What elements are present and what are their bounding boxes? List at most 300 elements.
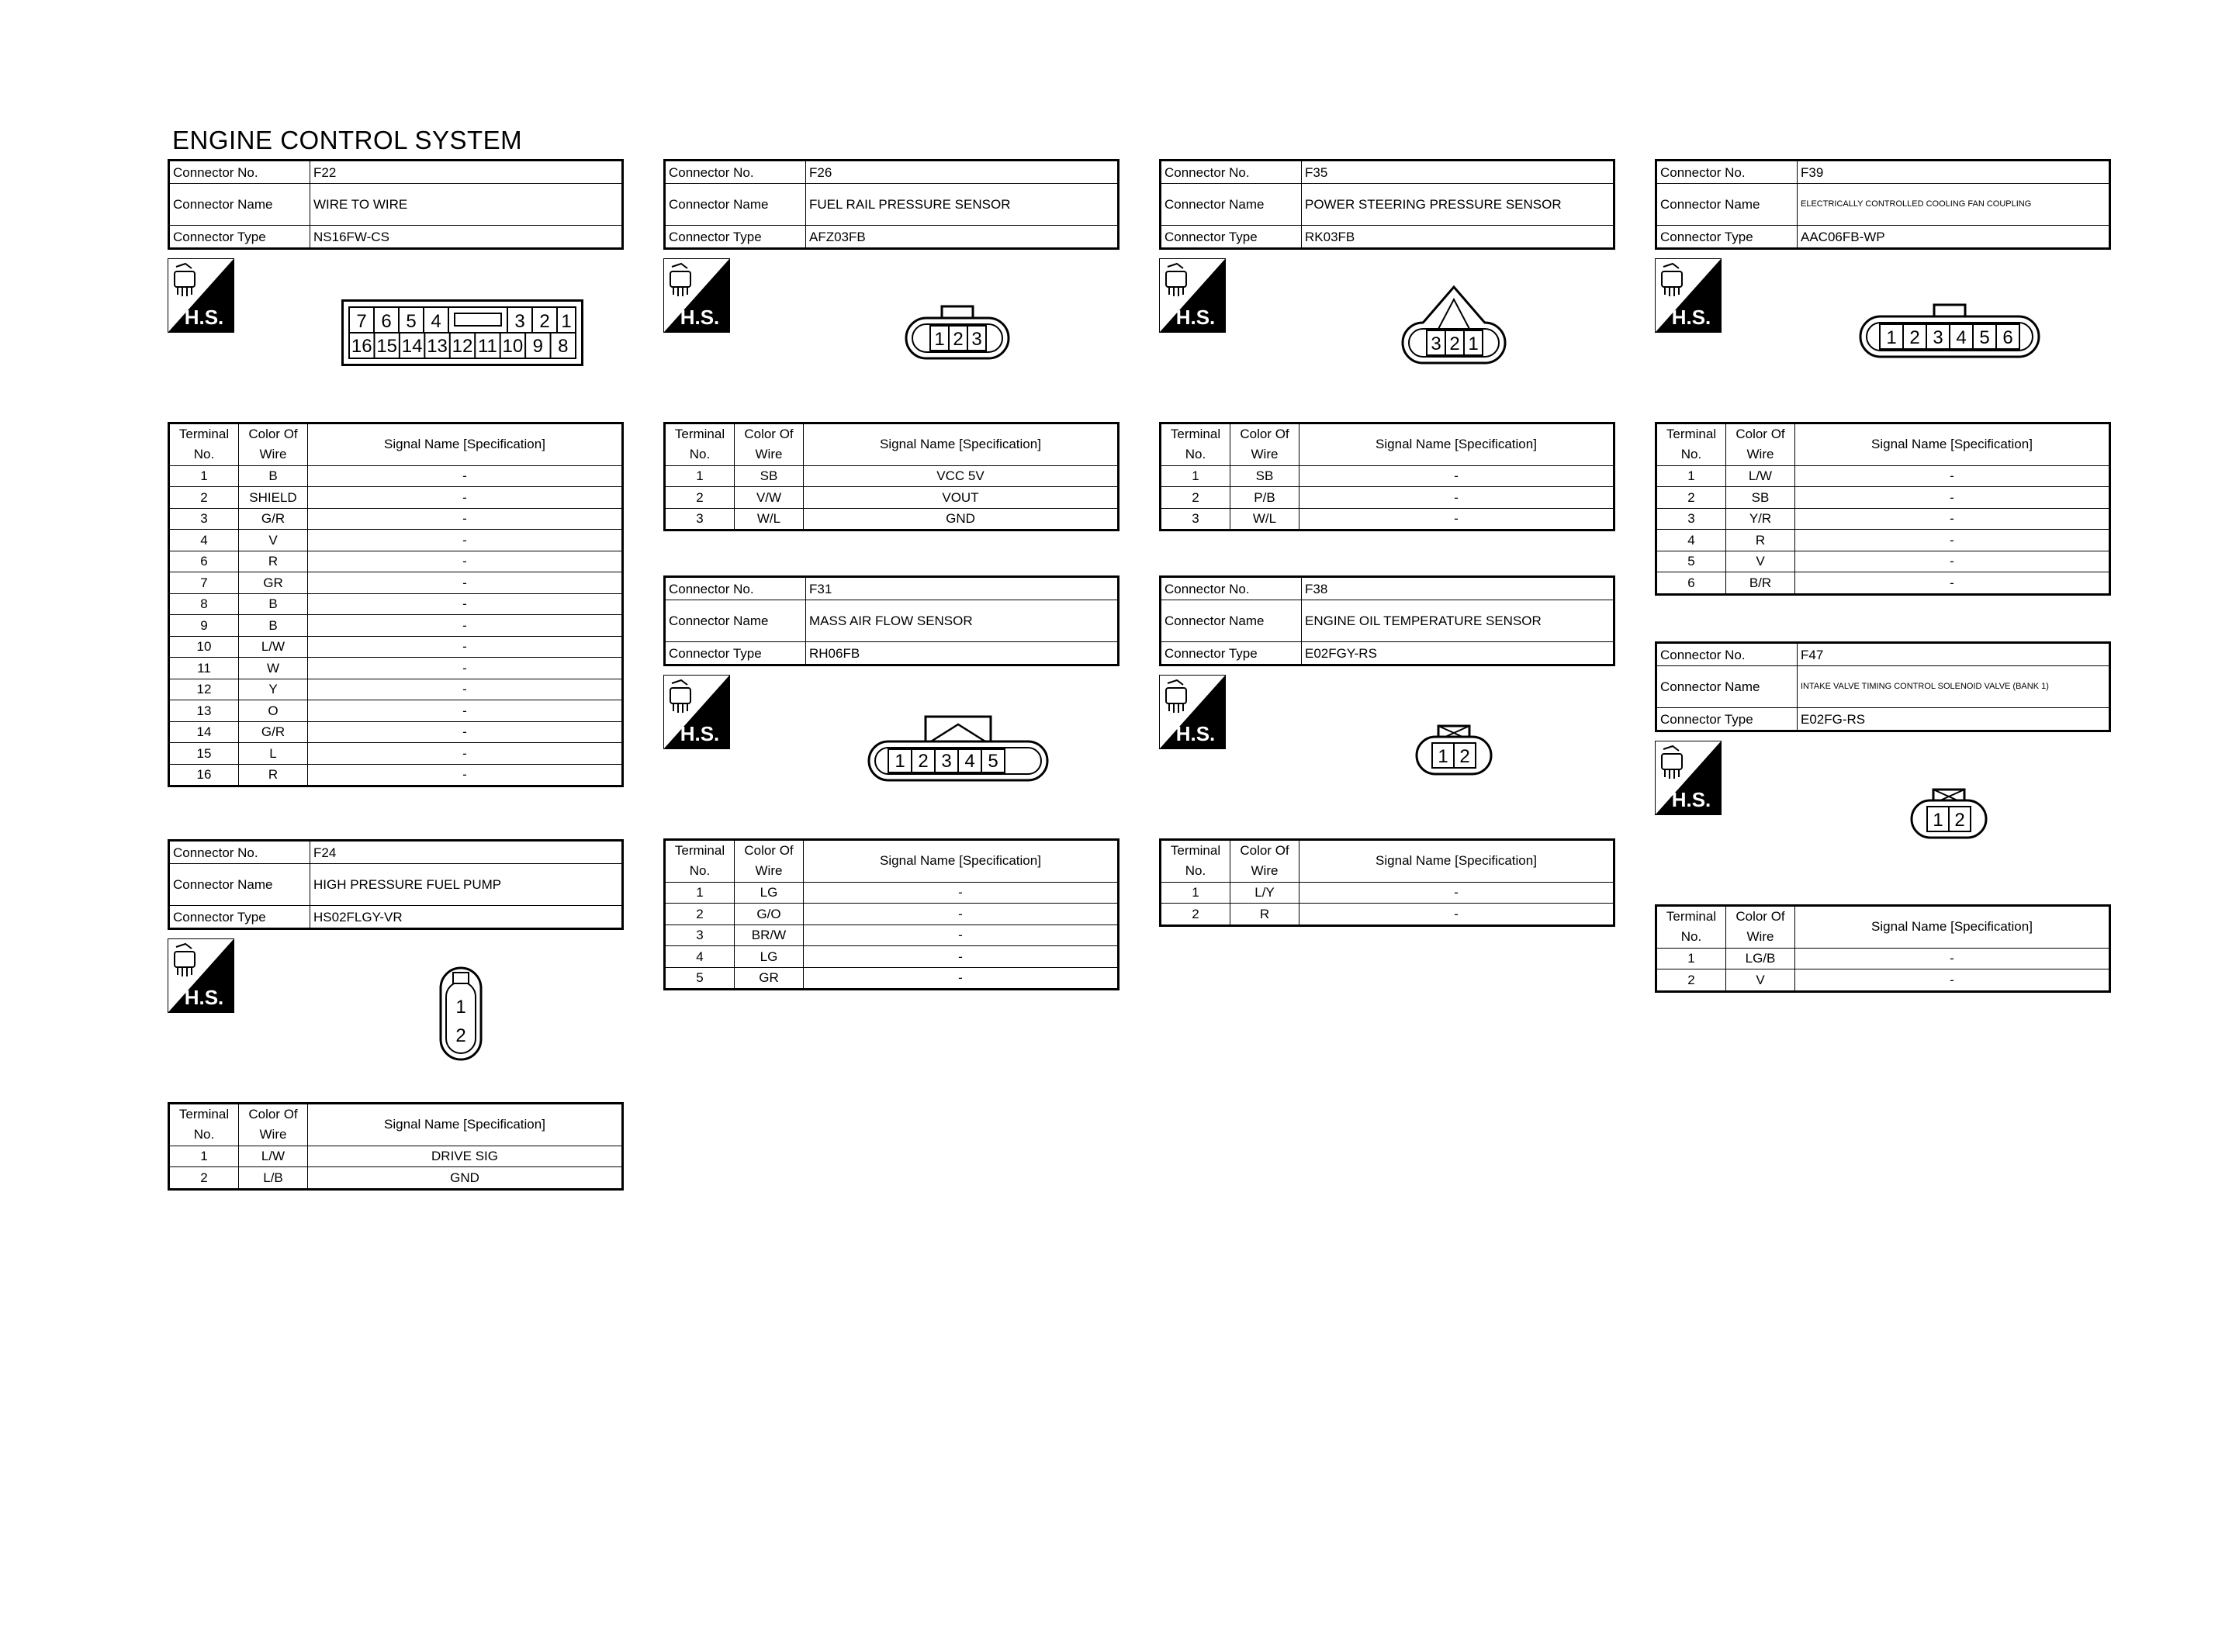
signal-name-cell: - [1795, 465, 2110, 487]
connector-face-f47 [1910, 788, 1988, 841]
f22-pin-14: 14 [401, 336, 423, 357]
hs-badge-svg [1160, 676, 1225, 748]
label-connector-type: Connector Type [1161, 642, 1302, 665]
table-row [1656, 508, 2110, 530]
connector-face-f22 [341, 299, 583, 366]
label-connector-no: Connector No. [169, 161, 310, 184]
table-row [1656, 487, 2110, 509]
wire-color-cell: G/R [239, 508, 308, 530]
f31-pin-2: 2 [918, 751, 929, 772]
label-connector-type: Connector Type [1656, 226, 1798, 249]
label-connector-name: Connector Name [1161, 600, 1302, 642]
f24-pin-1: 1 [455, 997, 466, 1018]
signal-name-cell: - [308, 593, 623, 615]
label-connector-type: Connector Type [1656, 708, 1798, 731]
f31-pin-3: 3 [941, 751, 952, 772]
connector-face-f31 [867, 712, 1049, 783]
table-row [1161, 508, 1614, 531]
f22-pin-6: 6 [381, 311, 392, 332]
signal-name-cell: - [308, 465, 623, 487]
connector-face-f38 [1415, 724, 1493, 777]
hs-harness-side-icon [663, 675, 730, 749]
wire-color-cell: LG [735, 946, 804, 968]
terminal-no-cell: 8 [169, 593, 239, 615]
signal-name-cell: - [1299, 465, 1614, 487]
f47-pin-2: 2 [1954, 810, 1965, 831]
terminal-no-cell: 14 [169, 721, 239, 743]
label-connector-no: Connector No. [1656, 161, 1798, 184]
table-row [665, 465, 1119, 487]
wire-color-cell: L/B [239, 1167, 308, 1190]
th-color-of-wire: Color Of Wire [1230, 423, 1299, 466]
table-row [169, 487, 623, 509]
label-connector-type: Connector Type [665, 226, 806, 249]
label-connector-no: Connector No. [1161, 577, 1302, 600]
signal-name-cell: - [1795, 969, 2110, 992]
connector-name-value: INTAKE VALVE TIMING CONTROL SOLENOID VALVE (BANK 1) [1798, 666, 2110, 708]
f24-face-svg [439, 966, 483, 1061]
th-color-of-wire: Color Of Wire [1230, 840, 1299, 883]
wire-color-cell: Y [239, 679, 308, 700]
connector-info-f22 [168, 159, 624, 250]
wire-color-cell: R [239, 551, 308, 572]
f47-face-svg [1910, 788, 1988, 841]
signal-name-cell: - [1795, 551, 2110, 572]
hs-harness-side-icon [1159, 675, 1226, 749]
connector-type-value: NS16FW-CS [310, 226, 623, 249]
signal-name-cell: - [308, 487, 623, 509]
table-row [1656, 572, 2110, 595]
label-connector-no: Connector No. [1656, 643, 1798, 666]
connector-type-value: AFZ03FB [806, 226, 1119, 249]
terminal-no-cell: 1 [1656, 948, 1726, 969]
label-connector-name: Connector Name [1161, 184, 1302, 226]
terminal-table-f31 [663, 838, 1120, 990]
terminal-no-cell: 2 [169, 487, 239, 509]
connector-type-value: RK03FB [1302, 226, 1614, 249]
f26-pin-2: 2 [953, 329, 964, 350]
f38-face-svg [1415, 724, 1493, 777]
terminal-no-cell: 1 [1656, 465, 1726, 487]
connector-info-f47 [1655, 641, 2111, 732]
signal-name-cell: - [1795, 508, 2110, 530]
terminal-no-cell: 16 [169, 764, 239, 786]
hs-harness-side-icon [168, 258, 234, 333]
terminal-no-cell: 2 [1161, 487, 1230, 509]
connector-info-f35 [1159, 159, 1615, 250]
signal-name-cell: - [804, 924, 1119, 946]
th-color-of-wire: Color Of Wire [239, 1104, 308, 1146]
signal-name-cell: - [308, 572, 623, 594]
wire-color-cell: LG/B [1726, 948, 1795, 969]
th-terminal-no: Terminal No. [665, 840, 735, 883]
th-signal-name: Signal Name [Specification] [1795, 906, 2110, 949]
wire-color-cell: B [239, 615, 308, 637]
signal-name-cell: - [1299, 904, 1614, 926]
connector-info-f26 [663, 159, 1120, 250]
signal-name-cell: - [804, 946, 1119, 968]
hs-label: H.S. [1671, 788, 1711, 811]
connector-name-value: MASS AIR FLOW SENSOR [806, 600, 1119, 642]
table-row [665, 904, 1119, 925]
wire-color-cell: O [239, 700, 308, 722]
f31-pin-5: 5 [988, 751, 998, 772]
connector-name-value: HIGH PRESSURE FUEL PUMP [310, 864, 623, 906]
f22-pin-3: 3 [514, 311, 525, 332]
key-slot [455, 313, 501, 326]
label-connector-type: Connector Type [169, 226, 310, 249]
th-signal-name: Signal Name [Specification] [1795, 423, 2110, 466]
terminal-no-cell: 3 [1161, 508, 1230, 531]
wire-color-cell: B/R [1726, 572, 1795, 595]
connector-type-value: E02FGY-RS [1302, 642, 1614, 665]
table-row [169, 1146, 623, 1167]
hs-label: H.S. [184, 306, 224, 329]
f22-pin-1: 1 [561, 311, 572, 332]
table-row [1656, 948, 2110, 969]
label-connector-name: Connector Name [1656, 666, 1798, 708]
label-connector-no: Connector No. [665, 577, 806, 600]
terminal-no-cell: 2 [1656, 969, 1726, 992]
th-signal-name: Signal Name [Specification] [1299, 840, 1614, 883]
connector-info-f24 [168, 839, 624, 930]
connector-type-value: E02FG-RS [1798, 708, 2110, 731]
terminal-no-cell: 4 [1656, 530, 1726, 551]
connector-name-value: FUEL RAIL PRESSURE SENSOR [806, 184, 1119, 226]
f22-pin-2: 2 [539, 311, 550, 332]
signal-name-cell: DRIVE SIG [308, 1146, 623, 1167]
terminal-no-cell: 3 [1656, 508, 1726, 530]
label-connector-no: Connector No. [665, 161, 806, 184]
wire-color-cell: B [239, 465, 308, 487]
hs-label: H.S. [680, 306, 720, 329]
connector-type-value: HS02FLGY-VR [310, 906, 623, 929]
connector-no-value: F35 [1302, 161, 1614, 184]
signal-name-cell: - [1795, 572, 2110, 595]
wire-color-cell: SHIELD [239, 487, 308, 509]
hs-badge-svg [168, 939, 234, 1012]
wire-color-cell: BR/W [735, 924, 804, 946]
wire-color-cell: V/W [735, 487, 804, 509]
terminal-no-cell: 2 [1161, 904, 1230, 926]
th-color-of-wire: Color Of Wire [735, 840, 804, 883]
f22-pin-16: 16 [351, 336, 372, 357]
signal-name-cell: VOUT [804, 487, 1119, 509]
f31-pin-1: 1 [895, 751, 905, 772]
hs-label: H.S. [1671, 306, 1711, 329]
label-connector-name: Connector Name [169, 864, 310, 906]
f24-pin-2: 2 [455, 1025, 466, 1046]
connector-face-f26 [905, 304, 1010, 361]
terminal-no-cell: 2 [1656, 487, 1726, 509]
signal-name-cell: GND [308, 1167, 623, 1190]
f35-pin-1: 1 [1468, 334, 1479, 354]
connector-name-value: ELECTRICALLY CONTROLLED COOLING FAN COUPLING [1798, 184, 2110, 226]
terminal-table-f24 [168, 1102, 624, 1191]
table-row [169, 593, 623, 615]
th-signal-name: Signal Name [Specification] [308, 423, 623, 466]
wire-color-cell: P/B [1230, 487, 1299, 509]
label-connector-name: Connector Name [169, 184, 310, 226]
hs-badge-svg [1656, 741, 1721, 814]
th-terminal-no: Terminal No. [1656, 423, 1726, 466]
signal-name-cell: - [1299, 487, 1614, 509]
terminal-no-cell: 2 [169, 1167, 239, 1190]
connector-info-f38 [1159, 575, 1615, 666]
signal-name-cell: - [308, 551, 623, 572]
connector-info-f39 [1655, 159, 2111, 250]
table-row [169, 679, 623, 700]
f39-pin-5: 5 [1979, 327, 1990, 348]
wire-color-cell: SB [735, 465, 804, 487]
table-row [665, 924, 1119, 946]
th-terminal-no: Terminal No. [665, 423, 735, 466]
f22-pin-13: 13 [427, 336, 448, 357]
terminal-table-f38 [1159, 838, 1615, 927]
table-row [665, 882, 1119, 904]
table-row [1161, 487, 1614, 509]
terminal-no-cell: 1 [169, 465, 239, 487]
f26-pin-1: 1 [934, 329, 945, 350]
table-row [1161, 465, 1614, 487]
terminal-no-cell: 1 [1161, 465, 1230, 487]
wire-color-cell: SB [1230, 465, 1299, 487]
terminal-table-f26 [663, 422, 1120, 531]
wire-color-cell: Y/R [1726, 508, 1795, 530]
terminal-no-cell: 3 [169, 508, 239, 530]
signal-name-cell: - [308, 615, 623, 637]
f22-pin-7: 7 [356, 311, 367, 332]
signal-name-cell: - [308, 764, 623, 786]
connector-face-f39 [1859, 302, 2040, 360]
hs-badge-svg [168, 259, 234, 332]
f26-face-svg [905, 304, 1010, 361]
signal-name-cell: - [308, 658, 623, 679]
connector-name-value: POWER STEERING PRESSURE SENSOR [1302, 184, 1614, 226]
table-row [1656, 530, 2110, 551]
connector-name-value: ENGINE OIL TEMPERATURE SENSOR [1302, 600, 1614, 642]
table-row [665, 967, 1119, 990]
hs-badge-svg [664, 259, 729, 332]
terminal-no-cell: 3 [665, 508, 735, 531]
hs-harness-side-icon [1655, 258, 1722, 333]
terminal-no-cell: 1 [665, 882, 735, 904]
hs-badge-svg [664, 676, 729, 748]
th-terminal-no: Terminal No. [1161, 840, 1230, 883]
table-row [169, 530, 623, 551]
table-row [169, 615, 623, 637]
f38-pin-1: 1 [1438, 746, 1448, 767]
f47-pin-1: 1 [1933, 810, 1943, 831]
connector-face-f35 [1401, 285, 1507, 366]
hs-harness-side-icon [1655, 741, 1722, 815]
th-color-of-wire: Color Of Wire [735, 423, 804, 466]
signal-name-cell: - [1299, 508, 1614, 531]
hs-badge-svg [1656, 259, 1721, 332]
f39-pin-1: 1 [1886, 327, 1897, 348]
f31-face-svg [867, 712, 1049, 783]
connector-type-value: RH06FB [806, 642, 1119, 665]
wire-color-cell: V [1726, 969, 1795, 992]
f22-pin-12: 12 [452, 336, 473, 357]
signal-name-cell: - [308, 636, 623, 658]
label-connector-name: Connector Name [1656, 184, 1798, 226]
connector-no-value: F38 [1302, 577, 1614, 600]
terminal-no-cell: 15 [169, 743, 239, 765]
terminal-no-cell: 6 [169, 551, 239, 572]
signal-name-cell: - [308, 700, 623, 722]
terminal-no-cell: 5 [1656, 551, 1726, 572]
terminal-table-f35 [1159, 422, 1615, 531]
signal-name-cell: - [1299, 882, 1614, 904]
table-row [169, 764, 623, 786]
f39-pin-6: 6 [2002, 327, 2013, 348]
hs-label: H.S. [680, 722, 720, 745]
label-connector-type: Connector Type [665, 642, 806, 665]
th-signal-name: Signal Name [Specification] [804, 423, 1119, 466]
f22-pin-4: 4 [431, 311, 441, 332]
hs-label: H.S. [1175, 722, 1216, 745]
connector-face-f24 [439, 966, 483, 1061]
th-signal-name: Signal Name [Specification] [804, 840, 1119, 883]
signal-name-cell: - [308, 743, 623, 765]
terminal-no-cell: 2 [665, 487, 735, 509]
connector-no-value: F31 [806, 577, 1119, 600]
terminal-no-cell: 3 [665, 924, 735, 946]
connector-no-value: F22 [310, 161, 623, 184]
wire-color-cell: L [239, 743, 308, 765]
wire-color-cell: GR [239, 572, 308, 594]
table-row [169, 572, 623, 594]
f39-pin-3: 3 [1933, 327, 1943, 348]
label-connector-type: Connector Type [169, 906, 310, 929]
f22-pin-9: 9 [532, 336, 544, 357]
terminal-no-cell: 10 [169, 636, 239, 658]
table-row [1656, 465, 2110, 487]
table-row [169, 551, 623, 572]
table-row [169, 743, 623, 765]
terminal-no-cell: 11 [169, 658, 239, 679]
connector-no-value: F26 [806, 161, 1119, 184]
signal-name-cell: - [1795, 530, 2110, 551]
hs-harness-side-icon [1159, 258, 1226, 333]
signal-name-cell: - [804, 904, 1119, 925]
wire-color-cell: W [239, 658, 308, 679]
f38-pin-2: 2 [1459, 746, 1470, 767]
terminal-no-cell: 9 [169, 615, 239, 637]
f35-pin-2: 2 [1449, 334, 1460, 354]
f22-pin-5: 5 [406, 311, 417, 332]
wire-color-cell: G/O [735, 904, 804, 925]
table-row [169, 1167, 623, 1190]
hs-harness-side-icon [168, 938, 234, 1013]
terminal-no-cell: 13 [169, 700, 239, 722]
th-color-of-wire: Color Of Wire [1726, 423, 1795, 466]
f22-pin-10: 10 [502, 336, 524, 357]
connector-name-value: WIRE TO WIRE [310, 184, 623, 226]
wire-color-cell: R [1726, 530, 1795, 551]
wire-color-cell: R [239, 764, 308, 786]
f39-pin-4: 4 [1956, 327, 1967, 348]
table-row [1161, 904, 1614, 926]
table-row [1161, 882, 1614, 904]
table-row [1656, 551, 2110, 572]
terminal-no-cell: 7 [169, 572, 239, 594]
terminal-no-cell: 5 [665, 967, 735, 990]
table-row [665, 508, 1119, 531]
page-title: ENGINE CONTROL SYSTEM [172, 126, 523, 154]
f35-face-svg [1401, 285, 1507, 366]
wire-color-cell: V [239, 530, 308, 551]
th-signal-name: Signal Name [Specification] [1299, 423, 1614, 466]
terminal-table-f47 [1655, 904, 2111, 993]
th-color-of-wire: Color Of Wire [239, 423, 308, 466]
signal-name-cell: - [804, 882, 1119, 904]
f31-pin-4: 4 [964, 751, 975, 772]
table-row [665, 487, 1119, 509]
label-connector-type: Connector Type [1161, 226, 1302, 249]
f22-pin-15: 15 [376, 336, 398, 357]
signal-name-cell: - [308, 508, 623, 530]
th-terminal-no: Terminal No. [1161, 423, 1230, 466]
table-row [169, 636, 623, 658]
hs-badge-svg [1160, 259, 1225, 332]
terminal-no-cell: 1 [1161, 882, 1230, 904]
terminal-no-cell: 12 [169, 679, 239, 700]
signal-name-cell: VCC 5V [804, 465, 1119, 487]
wire-color-cell: W/L [735, 508, 804, 531]
table-row [169, 658, 623, 679]
label-connector-no: Connector No. [169, 841, 310, 864]
table-row [169, 721, 623, 743]
terminal-no-cell: 4 [665, 946, 735, 968]
th-terminal-no: Terminal No. [169, 1104, 239, 1146]
signal-name-cell: - [308, 721, 623, 743]
f39-face-svg [1859, 302, 2040, 360]
terminal-table-f39 [1655, 422, 2111, 596]
label-connector-name: Connector Name [665, 600, 806, 642]
wire-color-cell: L/W [239, 636, 308, 658]
th-terminal-no: Terminal No. [169, 423, 239, 466]
hs-harness-side-icon [663, 258, 730, 333]
label-connector-name: Connector Name [665, 184, 806, 226]
table-row [169, 700, 623, 722]
connector-no-value: F24 [310, 841, 623, 864]
connector-no-value: F47 [1798, 643, 2110, 666]
f22-pin-11: 11 [477, 336, 497, 357]
f35-pin-3: 3 [1431, 334, 1441, 354]
wire-color-cell: L/W [239, 1146, 308, 1167]
f39-pin-2: 2 [1909, 327, 1920, 348]
wire-color-cell: LG [735, 882, 804, 904]
signal-name-cell: - [1795, 948, 2110, 969]
terminal-no-cell: 6 [1656, 572, 1726, 595]
f22-pin-8: 8 [558, 336, 569, 357]
wire-color-cell: R [1230, 904, 1299, 926]
terminal-no-cell: 4 [169, 530, 239, 551]
wire-color-cell: G/R [239, 721, 308, 743]
label-connector-no: Connector No. [1161, 161, 1302, 184]
connector-no-value: F39 [1798, 161, 2110, 184]
signal-name-cell: - [308, 530, 623, 551]
signal-name-cell: - [804, 967, 1119, 990]
signal-name-cell: GND [804, 508, 1119, 531]
terminal-table-f22 [168, 422, 624, 787]
table-row [1656, 969, 2110, 992]
signal-name-cell: - [1795, 487, 2110, 509]
wire-color-cell: L/W [1726, 465, 1795, 487]
table-row [169, 465, 623, 487]
